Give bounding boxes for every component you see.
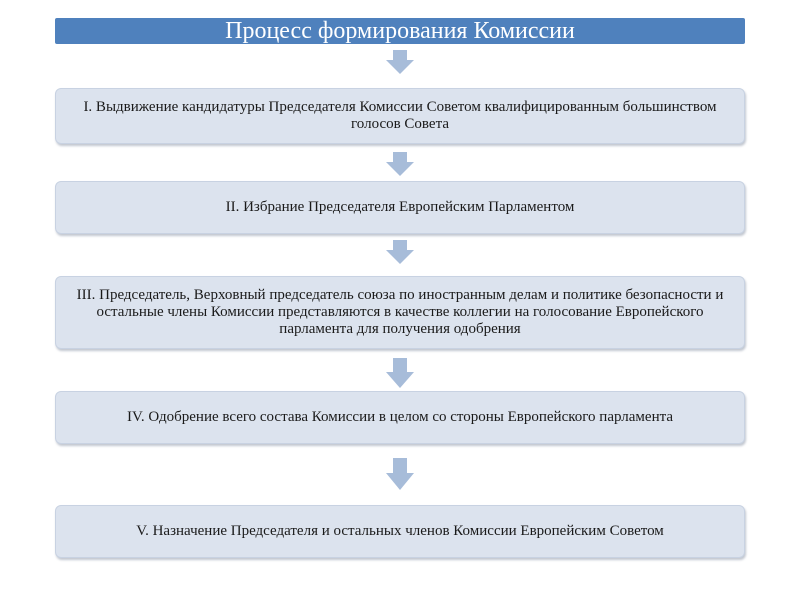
step-text-5: V. Назначение Председателя и остальных членов Комиссии Европейским Советом xyxy=(136,523,664,539)
down-arrow-icon xyxy=(386,152,414,176)
step-text-3: III. Председатель, Верховный председатель союза по иностранным делам и политике безопасности и остальные члены Комиссии представляются в качестве коллегии на голосование Европейского парламента для получения одобрения xyxy=(76,287,724,337)
step-text-2: II. Избрание Председателя Европейским Парламентом xyxy=(225,199,575,215)
step-box-4 xyxy=(55,391,745,444)
down-arrow-icon xyxy=(386,50,414,74)
step-box-3 xyxy=(55,276,745,349)
step-text-4: IV. Одобрение всего состава Комиссии в целом со стороны Европейского парламента xyxy=(126,409,674,425)
step-text-1: I. Выдвижение кандидатуры Председателя Комиссии Советом квалифицированным большинством голосов Совета xyxy=(83,99,717,132)
step-box-2 xyxy=(55,181,745,234)
step-box-1 xyxy=(55,88,745,144)
down-arrow-icon xyxy=(386,358,414,388)
down-arrow-icon xyxy=(386,458,414,490)
diagram-title: Процесс формирования Комиссии xyxy=(55,18,745,44)
down-arrow-icon xyxy=(386,240,414,264)
step-box-5 xyxy=(55,505,745,558)
